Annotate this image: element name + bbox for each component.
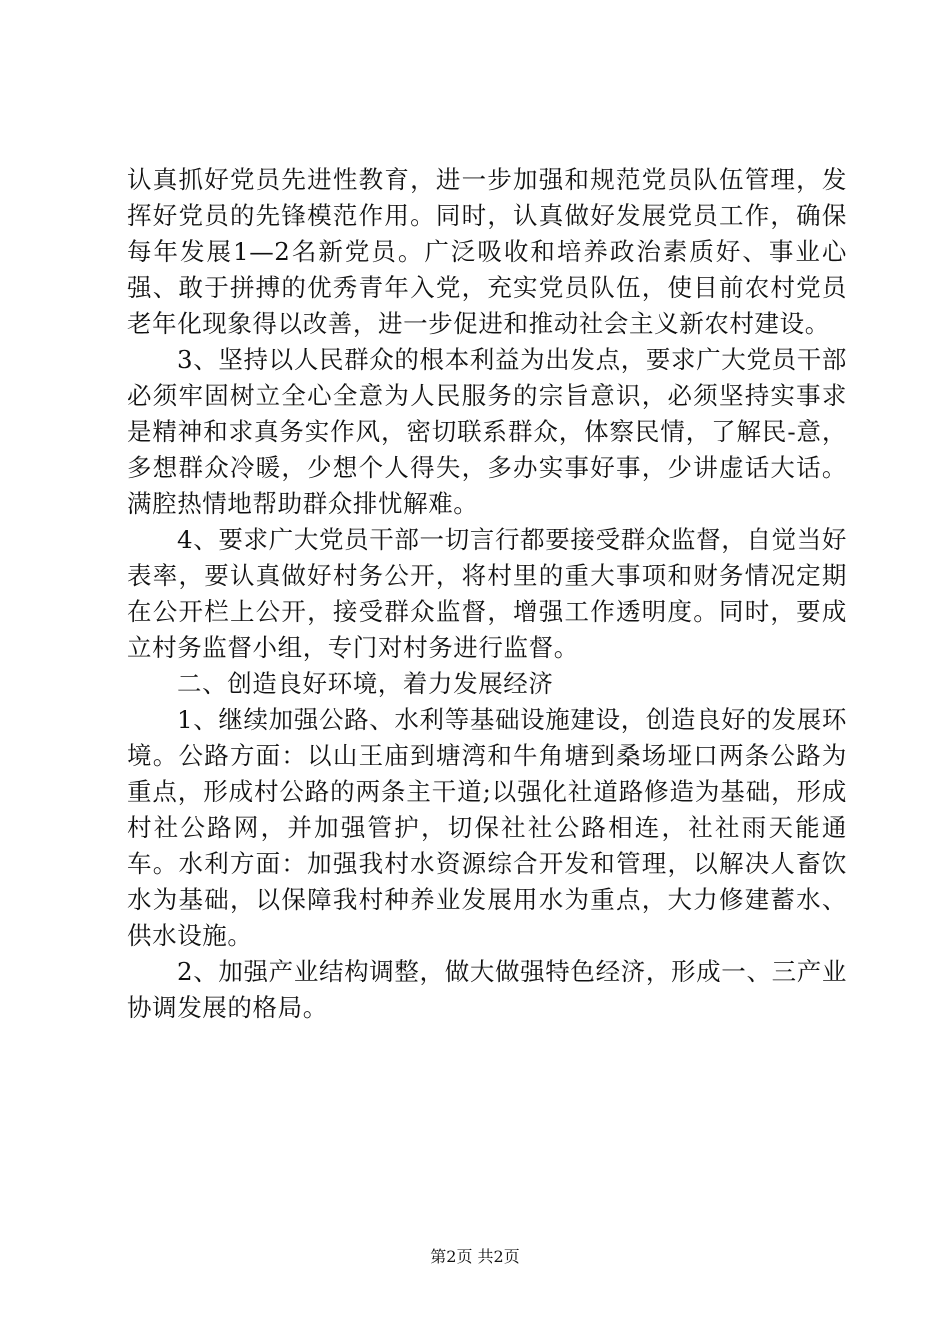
document-body <box>127 162 847 1026</box>
paragraph-party-education: 认真抓好党员先进性教育，进一步加强和规范党员队伍管理，发挥好党员的先锋模范作用。同时，认真做好发展党员工作，确保每年发展1—2名新党员。广泛吸收和培养政治素质好、事业心强、敢于拼搏的优秀青年入党，充实党员队伍，使目前农村党员老年化现象得以改善，进一步促进和推动社会主义新农村建设。 <box>127 165 847 338</box>
paragraph-item-3: 3、坚持以人民群众的根本利益为出发点，要求广大党员干部必须牢固树立全心全意为人民服务的宗旨意识，必须坚持实事求是精神和求真务实作风，密切联系群众，体察民情，了解民-意，多想群众冷暖，少想个人得失，多办实事好事，少讲虚话大话。满腔热情地帮助群众排忧解难。 <box>127 345 847 518</box>
paragraph-item-4: 4、要求广大党员干部一切言行都要接受群众监督，自觉当好表率，要认真做好村务公开，将村里的重大事项和财务情况定期在公开栏上公开，接受群众监督，增强工作透明度。同时，要成立村务监督小组，专门对村务进行监督。 <box>127 525 847 662</box>
paragraph-industry: 2、加强产业结构调整，做大做强特色经济，形成一、三产业协调发展的格局。 <box>127 957 847 1022</box>
section-heading-2: 二、创造良好环境，着力发展经济 <box>177 669 554 698</box>
paragraph-infrastructure: 1、继续加强公路、水利等基础设施建设，创造良好的发展环境。公路方面：以山王庙到塘湾和牛角塘到桑场垭口两条公路为重点，形成村公路的两条主干道;以强化社道路修造为基础，形成村社公路网，并加强管护，切保社社公路相连，社社雨天能通车。水利方面：加强我村水资源综合开发和管理，以解决人畜饮水为基础，以保障我村种养业发展用水为重点，大力修建蓄水、供水设施。 <box>127 705 847 950</box>
page-footer: 第2页 共2页 <box>430 1247 520 1266</box>
